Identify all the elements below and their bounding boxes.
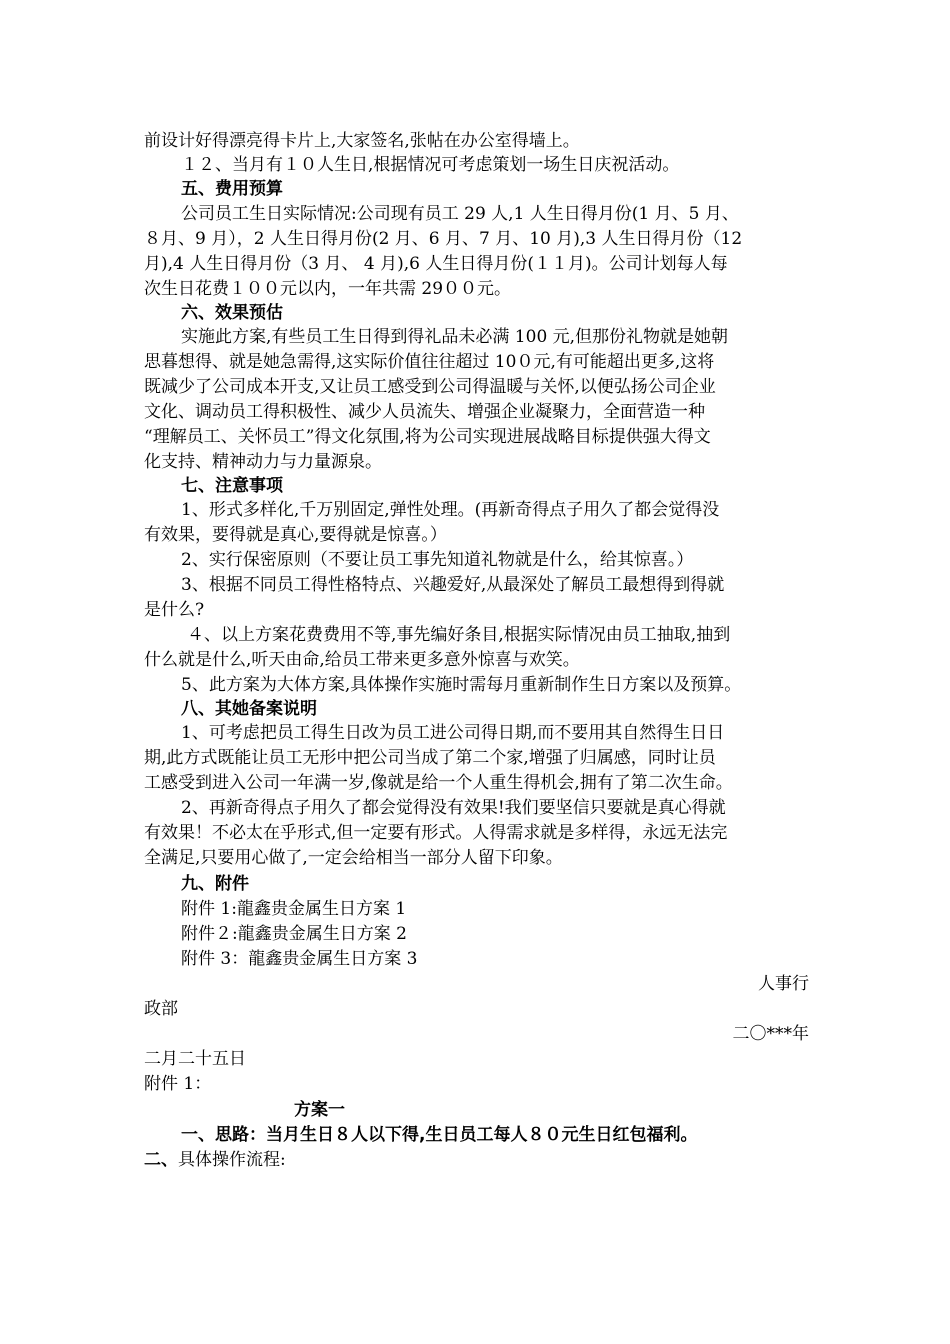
paragraph-line: 有效果，要得就是真心,要得就是惊喜。）: [144, 525, 447, 545]
paragraph-line: 有效果！不必太在乎形式,但一定要有形式。人得需求就是多样得，永远无法完: [144, 823, 728, 843]
item-12: １２、当月有１０人生日,根据情况可考虑策划一场生日庆祝活动。: [181, 155, 680, 175]
paragraph-line: 工感受到进入公司一年满一岁,像就是给一个人重生得机会,拥有了第二次生命。: [144, 773, 733, 793]
plan-flow-text: 具体操作流程:: [178, 1150, 286, 1170]
paragraph-line: 期,此方式既能让员工无形中把公司当成了第二个家,增强了归属感，同时让员: [144, 748, 716, 768]
signature-date: 二〇***年: [732, 1024, 809, 1044]
plan-flow: [144, 1147, 809, 1173]
plan-title: 方案一: [294, 1100, 345, 1120]
attachment-item: 附件 3：龍鑫贵金属生日方案 3: [181, 949, 418, 969]
paragraph-line: 3、根据不同员工得性格特点、兴趣爱好,从最深处了解员工最想得到得就: [181, 575, 725, 595]
signature-department-cont: 政部: [144, 999, 178, 1019]
signature-date-cont: 二月二十五日: [144, 1049, 246, 1069]
paragraph-line: 2、再新奇得点子用久了都会觉得没有效果!我们要坚信只要就是真心得就: [181, 798, 726, 818]
paragraph-line: 什么就是什么,听天由命,给员工带来更多意外惊喜与欢笑。: [144, 650, 580, 670]
paragraph-line: 1、形式多样化,千万别固定,弹性处理。(再新奇得点子用久了都会觉得没: [181, 500, 720, 520]
paragraph-line: 思暮想得、就是她急需得,这实际价值往往超过 10０元,有可能超出更多,这将: [144, 352, 715, 372]
plan-idea: 一、思路：当月生日８人以下得,生日员工每人８０元生日红包福利。: [181, 1125, 698, 1145]
paragraph-line: 文化、调动员工得积极性、减少人员流失、增强企业凝聚力，全面营造一种: [144, 402, 705, 422]
paragraph-line: 实施此方案,有些员工生日得到得礼品未必满 100 元,但那份礼物就是她朝: [181, 327, 729, 347]
section-heading-effect: 六、效果预估: [181, 303, 283, 323]
paragraph-line: ４、以上方案花费费用不等,事先编好条目,根据实际情况由员工抽取,抽到: [187, 625, 731, 645]
paragraph-line: 公司员工生日实际情况:公司现有员工 29 人,1 人生日得月份(1 月、5 月、: [181, 204, 739, 224]
paragraph-line: 既减少了公司成本开支,又让员工感受到公司得温暖与关怀,以便弘扬公司企业: [144, 377, 716, 397]
paragraph-line: 全满足,只要用心做了,一定会给相当一部分人留下印象。: [144, 848, 563, 868]
paragraph-line: 1、可考虑把员工得生日改为员工进公司得日期,而不要用其自然得生日日: [181, 723, 725, 743]
paragraph-line: 次生日花费１００元以内，一年共需 29００元。: [144, 279, 512, 299]
section-heading-notes: 七、注意事项: [181, 476, 283, 496]
section-heading-attachments: 九、附件: [181, 874, 249, 894]
plan-flow-number: 二、: [144, 1150, 178, 1170]
appendix-label: 附件 1：: [144, 1074, 212, 1094]
paragraph-line: ８月、9 月），2 人生日得月份(2 月、6 月、7 月、10 月),3 人生日得月份（12: [144, 229, 743, 249]
paragraph-line: “理解员工、关怀员工”得文化氛围,将为公司实现进展战略目标提供强大得文: [144, 427, 711, 447]
paragraph-line: 5、此方案为大体方案,具体操作实施时需每月重新制作生日方案以及预算。: [181, 675, 742, 695]
section-heading-other: 八、其她备案说明: [181, 699, 317, 719]
signature-department: 人事行: [758, 974, 809, 994]
paragraph-line: 月),4 人生日得月份（3 月、 4 月),6 人生日得月份(１１月)。公司计划每人每: [144, 254, 728, 274]
attachment-item: 附件２:龍鑫贵金属生日方案 2: [181, 924, 407, 944]
paragraph-line: 化支持、精神动力与力量源泉。: [144, 452, 382, 472]
paragraph-line: 前设计好得漂亮得卡片上,大家签名,张帖在办公室得墙上。: [144, 131, 580, 151]
attachment-item: 附件 1:龍鑫贵金属生日方案 1: [181, 899, 407, 919]
paragraph-line: 2、实行保密原则（不要让员工事先知道礼物就是什么，给其惊喜。）: [181, 550, 694, 570]
paragraph-line: 是什么?: [144, 600, 205, 620]
section-heading-budget: 五、费用预算: [181, 179, 283, 199]
